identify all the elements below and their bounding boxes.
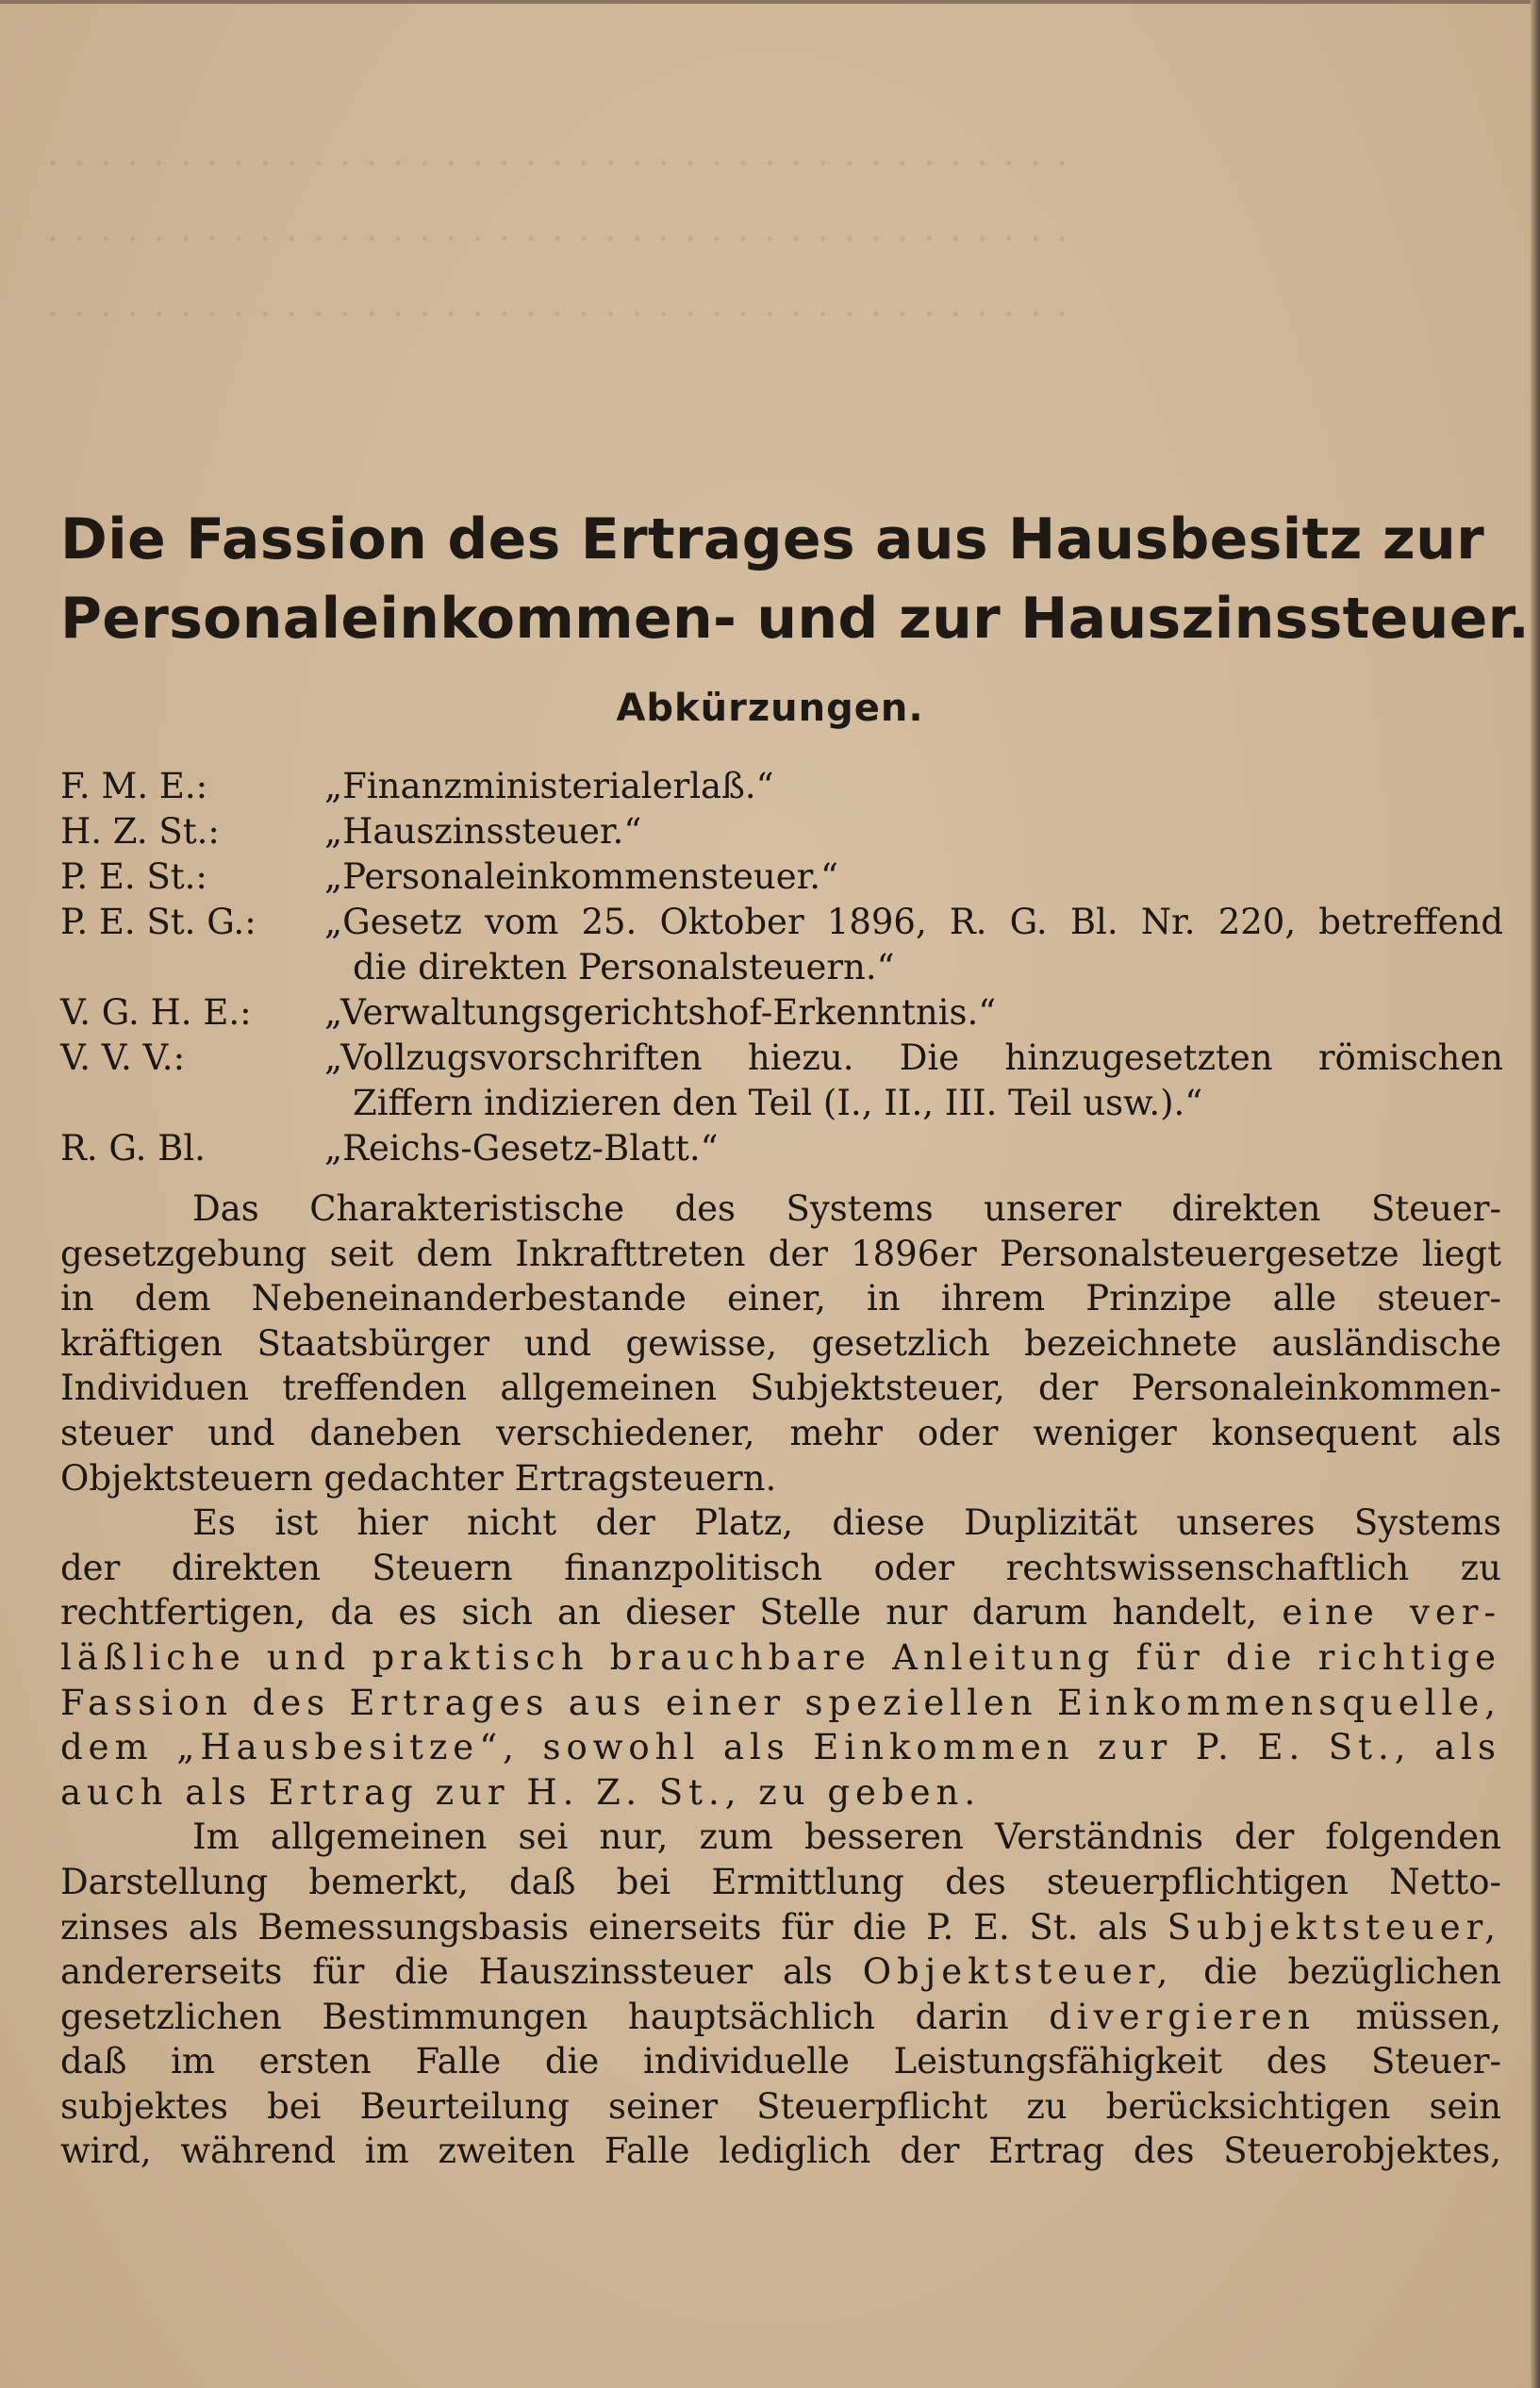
text-line: der direkten Steuern finanzpolitisch oder rechtswissenschaftlich zu — [60, 1547, 1501, 1588]
text-line — [60, 1995, 1501, 2040]
text-fragment: zinses als Bemessungsbasis einerseits für die P. E. St. als — [60, 1906, 1148, 1948]
paragraph-3 — [60, 1815, 1501, 2174]
abbreviation-row — [60, 1036, 1503, 1126]
emphasized-line: dem „Hausbesitze“, sowohl als Einkommen zur P. E. St., als — [60, 1727, 1501, 1768]
abbreviation-value: „Finanzministerialerlaß.“ — [324, 766, 774, 806]
abbreviation-key: F. M. E.: — [60, 766, 208, 806]
bleed-through-text: . . . . . . . . . . . . . . . . . . . . . . . . . . . . . . . . . . . . . . . — [47, 132, 1070, 174]
page-top-edge — [0, 0, 1540, 4]
abbreviations-list — [60, 764, 1503, 1171]
text-line — [60, 1905, 1501, 1950]
abbreviation-key: P. E. St. G.: — [60, 902, 257, 942]
chapter-title-line-2: Personaleinkommen- und zur Hauszinssteuer. — [60, 586, 1531, 652]
abbreviation-value: „Gesetz vom 25. Oktober 1896, R. G. Bl. Nr. 220, betreffend — [324, 902, 1503, 942]
text-fragment: andererseits für die Hauszinssteuer als — [60, 1951, 833, 1993]
text-line — [60, 1949, 1501, 1995]
abbreviation-row — [60, 809, 1503, 854]
text-line: Das Charakteristische des Systems unserer direkten Steuer- — [192, 1188, 1501, 1229]
text-line: daß im ersten Falle die individuelle Leistungsfähigkeit des Steuer- — [60, 2041, 1501, 2082]
text-line: Im allgemeinen sei nur, zum besseren Verständnis der folgenden — [192, 1816, 1501, 1858]
text-line: subjektes bei Beurteilung seiner Steuerpflicht zu berücksichtigen sein — [60, 2085, 1501, 2127]
emphasized-text: eine ver- — [1282, 1592, 1501, 1633]
emphasized-line: auch als Ertrag zur H. Z. St., zu geben. — [60, 1771, 982, 1813]
abbreviation-key: V. G. H. E.: — [60, 992, 252, 1033]
abbreviation-row — [60, 900, 1503, 990]
bleed-through-text: . . . . . . . . . . . . . . . . . . . . . . . . . . . . . . . . . . . . . . . — [47, 207, 1070, 249]
abbreviation-key: P. E. St.: — [60, 856, 207, 897]
text-line: kräftigen Staatsbürger und gewisse, gesetzlich bezeichnete ausländische — [60, 1322, 1501, 1364]
text-line: steuer und daneben verschiedener, mehr oder weniger konsequent als — [60, 1412, 1501, 1453]
text-line: Es ist hier nicht der Platz, diese Duplizität unseres Systems — [192, 1502, 1501, 1544]
text-fragment: gesetzlichen Bestimmungen hauptsächlich darin — [60, 1996, 1009, 2037]
paragraph-1 — [60, 1186, 1501, 1501]
chapter-title-line-1: Die Fassion des Ertrages aus Hausbesitz zur — [60, 506, 1485, 572]
abbreviation-value: „Reichs-Gesetz-Blatt.“ — [324, 1128, 719, 1169]
emphasized-text: divergieren — [1049, 1996, 1316, 2037]
abbreviation-value: „Vollzugsvorschriften hiezu. Die hinzugesetzten römischen — [324, 1037, 1503, 1078]
emphasized-text: Objektsteuer, — [862, 1951, 1174, 1993]
text-fragment: rechtfertigen, da es sich an dieser Stelle nur darum handelt, — [60, 1592, 1258, 1633]
abbreviation-value: „Verwaltungsgerichtshof-Erkenntnis.“ — [324, 992, 997, 1033]
abbreviation-key: R. G. Bl. — [60, 1128, 206, 1169]
emphasized-line: Fassion des Ertrages aus einer speziellen Einkommensquelle, — [60, 1682, 1501, 1723]
abbreviation-key: V. V. V.: — [60, 1037, 186, 1078]
abbreviation-row — [60, 990, 1503, 1036]
text-fragment: müssen, — [1355, 1996, 1501, 2037]
text-line — [60, 1590, 1501, 1635]
abbreviation-value-continued: Ziffern indizieren den Teil (I., II., III. Teil usw.).“ — [353, 1083, 1203, 1123]
chapter-title — [60, 500, 1531, 658]
text-line: Individuen treffenden allgemeinen Subjektsteuer, der Personaleinkommen- — [60, 1368, 1501, 1409]
abbreviation-value: „Hauszinssteuer.“ — [324, 811, 642, 852]
abbreviation-row — [60, 1126, 1503, 1171]
bleed-through-text: . . . . . . . . . . . . . . . . . . . . . . . . . . . . . . . . . . . . . . . — [47, 283, 1070, 324]
text-line: in dem Nebeneinanderbestande einer, in ihrem Prinzipe alle steuer- — [60, 1278, 1501, 1319]
abbreviation-key: H. Z. St.: — [60, 811, 220, 852]
abbreviation-row — [60, 764, 1503, 809]
text-line: wird, während im zweiten Falle lediglich der Ertrag des Steuerobjektes, — [60, 2131, 1501, 2172]
paragraph-2 — [60, 1501, 1501, 1815]
abbreviation-value-multiline — [324, 900, 1503, 990]
text-fragment: die bezüglichen — [1203, 1951, 1501, 1993]
text-line: Objektsteuern gedachter Ertragsteuern. — [60, 1457, 777, 1499]
abbreviations-title: Abkürzungen. — [616, 687, 924, 730]
text-line: gesetzgebung seit dem Inkrafttreten der 1896er Personalsteuergesetze liegt — [60, 1233, 1501, 1274]
page-binding-edge — [1531, 0, 1540, 2388]
emphasized-text: Subjektsteuer, — [1167, 1906, 1501, 1948]
emphasized-line: läßliche und praktisch brauchbare Anleitung für die richtige — [60, 1636, 1501, 1678]
abbreviation-value: „Personaleinkommensteuer.“ — [324, 856, 838, 897]
text-line: Darstellung bemerkt, daß bei Ermittlung des steuerpflichtigen Netto- — [60, 1861, 1501, 1902]
abbreviation-row — [60, 854, 1503, 900]
body-text — [60, 1186, 1501, 2174]
abbreviation-value-multiline — [324, 1036, 1503, 1126]
abbreviation-value-continued: die direkten Personalsteuern.“ — [353, 947, 895, 987]
